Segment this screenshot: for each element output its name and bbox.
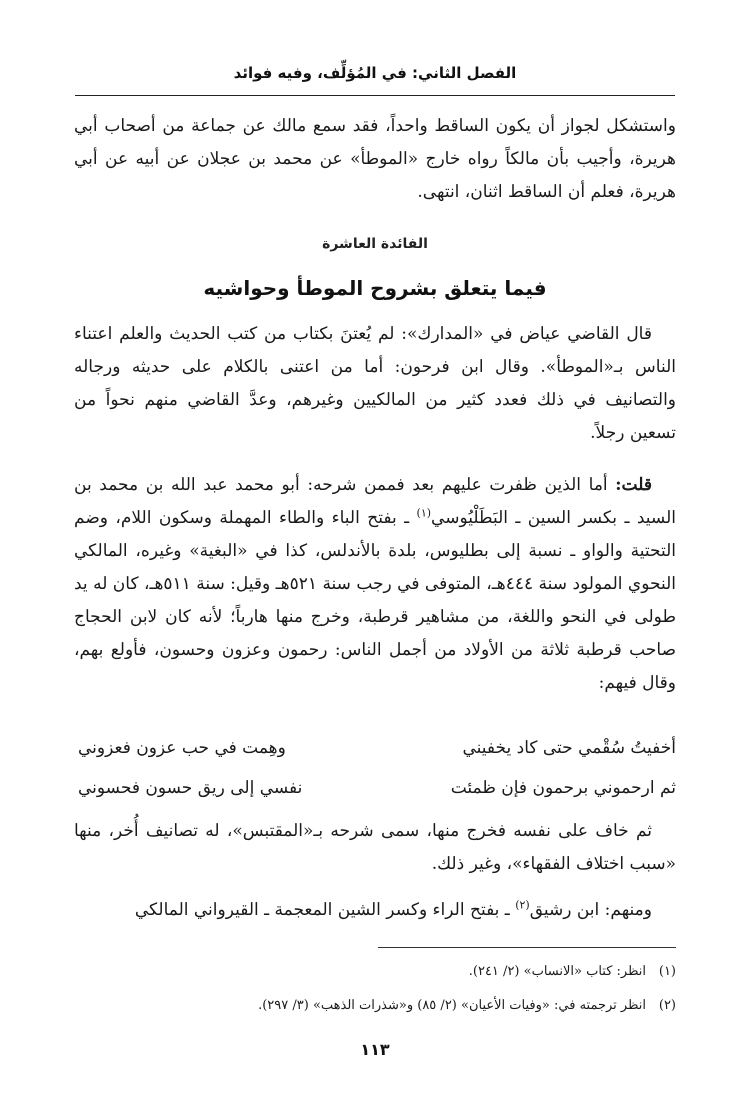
last-block: [74, 894, 676, 927]
paragraph-after-poem: ثم خاف على نفسه فخرج منها، سمى شرحه بـ«المقتبس»، له تصانيف أُخر، منها «سبب اختلاف الفقهاء»، وغير ذلك.: [74, 821, 676, 874]
hemistich-first: أخفيتُ سُقْمي حتى كاد يخفيني: [462, 738, 676, 758]
paragraph-qultu: [74, 469, 676, 700]
after-poem-block: [74, 815, 676, 881]
footnote: [74, 996, 676, 1016]
paragraph-qadi: قال القاضي عياض في «المدارك»: لم يُعتنَ بكتاب من كتب الحديث والعلم اعتناء الناس بـ«الموطأ». وقال ابن فرحون: أما من اعتنى بالكلام على حديثه ورجاله والتصانيف في ذلك فعدد كثير من المالكيين وغيرهم، وعدَّ القاضي منهم نحواً من تسعين رجلاً.: [74, 324, 676, 443]
last-text-1: ومنهم: ابن رشيق: [529, 900, 652, 920]
qultu-block: [74, 469, 676, 700]
section-label: الفائدة العاشرة: [322, 236, 428, 252]
section-title: فيما يتعلق بشروح الموطأ وحواشيه: [203, 276, 547, 300]
footnote-ref-1: (١): [416, 506, 432, 520]
hemistich-first: ثم ارحموني برحمون فإن ظمئت: [450, 778, 676, 798]
footnote-number: (٢): [658, 998, 676, 1013]
qultu-text-1: أما الذين ظفرت عليهم بعد فممن شرحه: أبو محمد عبد الله بن محمد بن السيد ـ بكسر السين ـ البَطَلْيُوسي: [74, 475, 676, 528]
footnote-rule: [378, 947, 676, 948]
verse-line: [78, 728, 676, 768]
footnote-text: انظر ترجمته في: «وفيات الأعيان» (٢/ ٨٥) و«شذرات الذهب» (٣/ ٢٩٧).: [258, 998, 646, 1013]
footnote-number: (١): [658, 964, 676, 979]
qultu-lead: قلت:: [615, 475, 652, 495]
hemistich-second: نفسي إلى ريق حسون فحسوني: [78, 778, 303, 798]
intro-block: [74, 110, 676, 209]
running-head: الفصل الثاني: في المُؤلِّف، وفيه فوائد: [233, 64, 517, 82]
qultu-text-2: ـ بفتح الباء والطاء المهملة وسكون اللام، وضم التحتية والواو ـ نسبة إلى بطليوس، بلدة بالأندلس، كذا في «البغية» وغيره، المالكي النحوي المولود سنة ٤٤٤هـ، المتوفى في رجب سنة ٥٢١هـ وقيل: سنة ٥١١هـ، كان له يد طولى في النحو واللغة، من مشاهير قرطبة، وخرج منها هارباً؛ لأنه كان لابن الحجاج صاحب قرطبة ثلاثة من الأولاد من أجمل الناس: رحمون وعزون وحسون، فأولع بهم، وقال فيهم:: [74, 508, 677, 693]
qadi-block: [74, 318, 676, 450]
poem: [78, 728, 676, 808]
page-number: ١١٣: [360, 1040, 390, 1059]
footnote-ref-2: (٢): [515, 898, 530, 912]
footnote: [74, 962, 676, 982]
header-rule: [75, 95, 675, 96]
last-text-2: ـ بفتح الراء وكسر الشين المعجمة ـ القيرواني المالكي: [134, 900, 516, 920]
verse-line: [78, 768, 676, 808]
paragraph-last: [74, 894, 676, 927]
intro-paragraph: واستشكل لجواز أن يكون الساقط واحداً، فقد سمع مالك عن جماعة من أصحاب أبي هريرة، وأجيب بأن مالكاً رواه خارج «الموطأ» عن محمد بن عجلان عن أبيه عن أبي هريرة، فعلم أن الساقط اثنان، انتهى.: [74, 116, 676, 202]
footnote-text: انظر: كتاب «الانساب» (٢/ ٢٤١).: [468, 964, 646, 979]
hemistich-second: وهِمت في حب عزون فعزوني: [78, 738, 286, 758]
